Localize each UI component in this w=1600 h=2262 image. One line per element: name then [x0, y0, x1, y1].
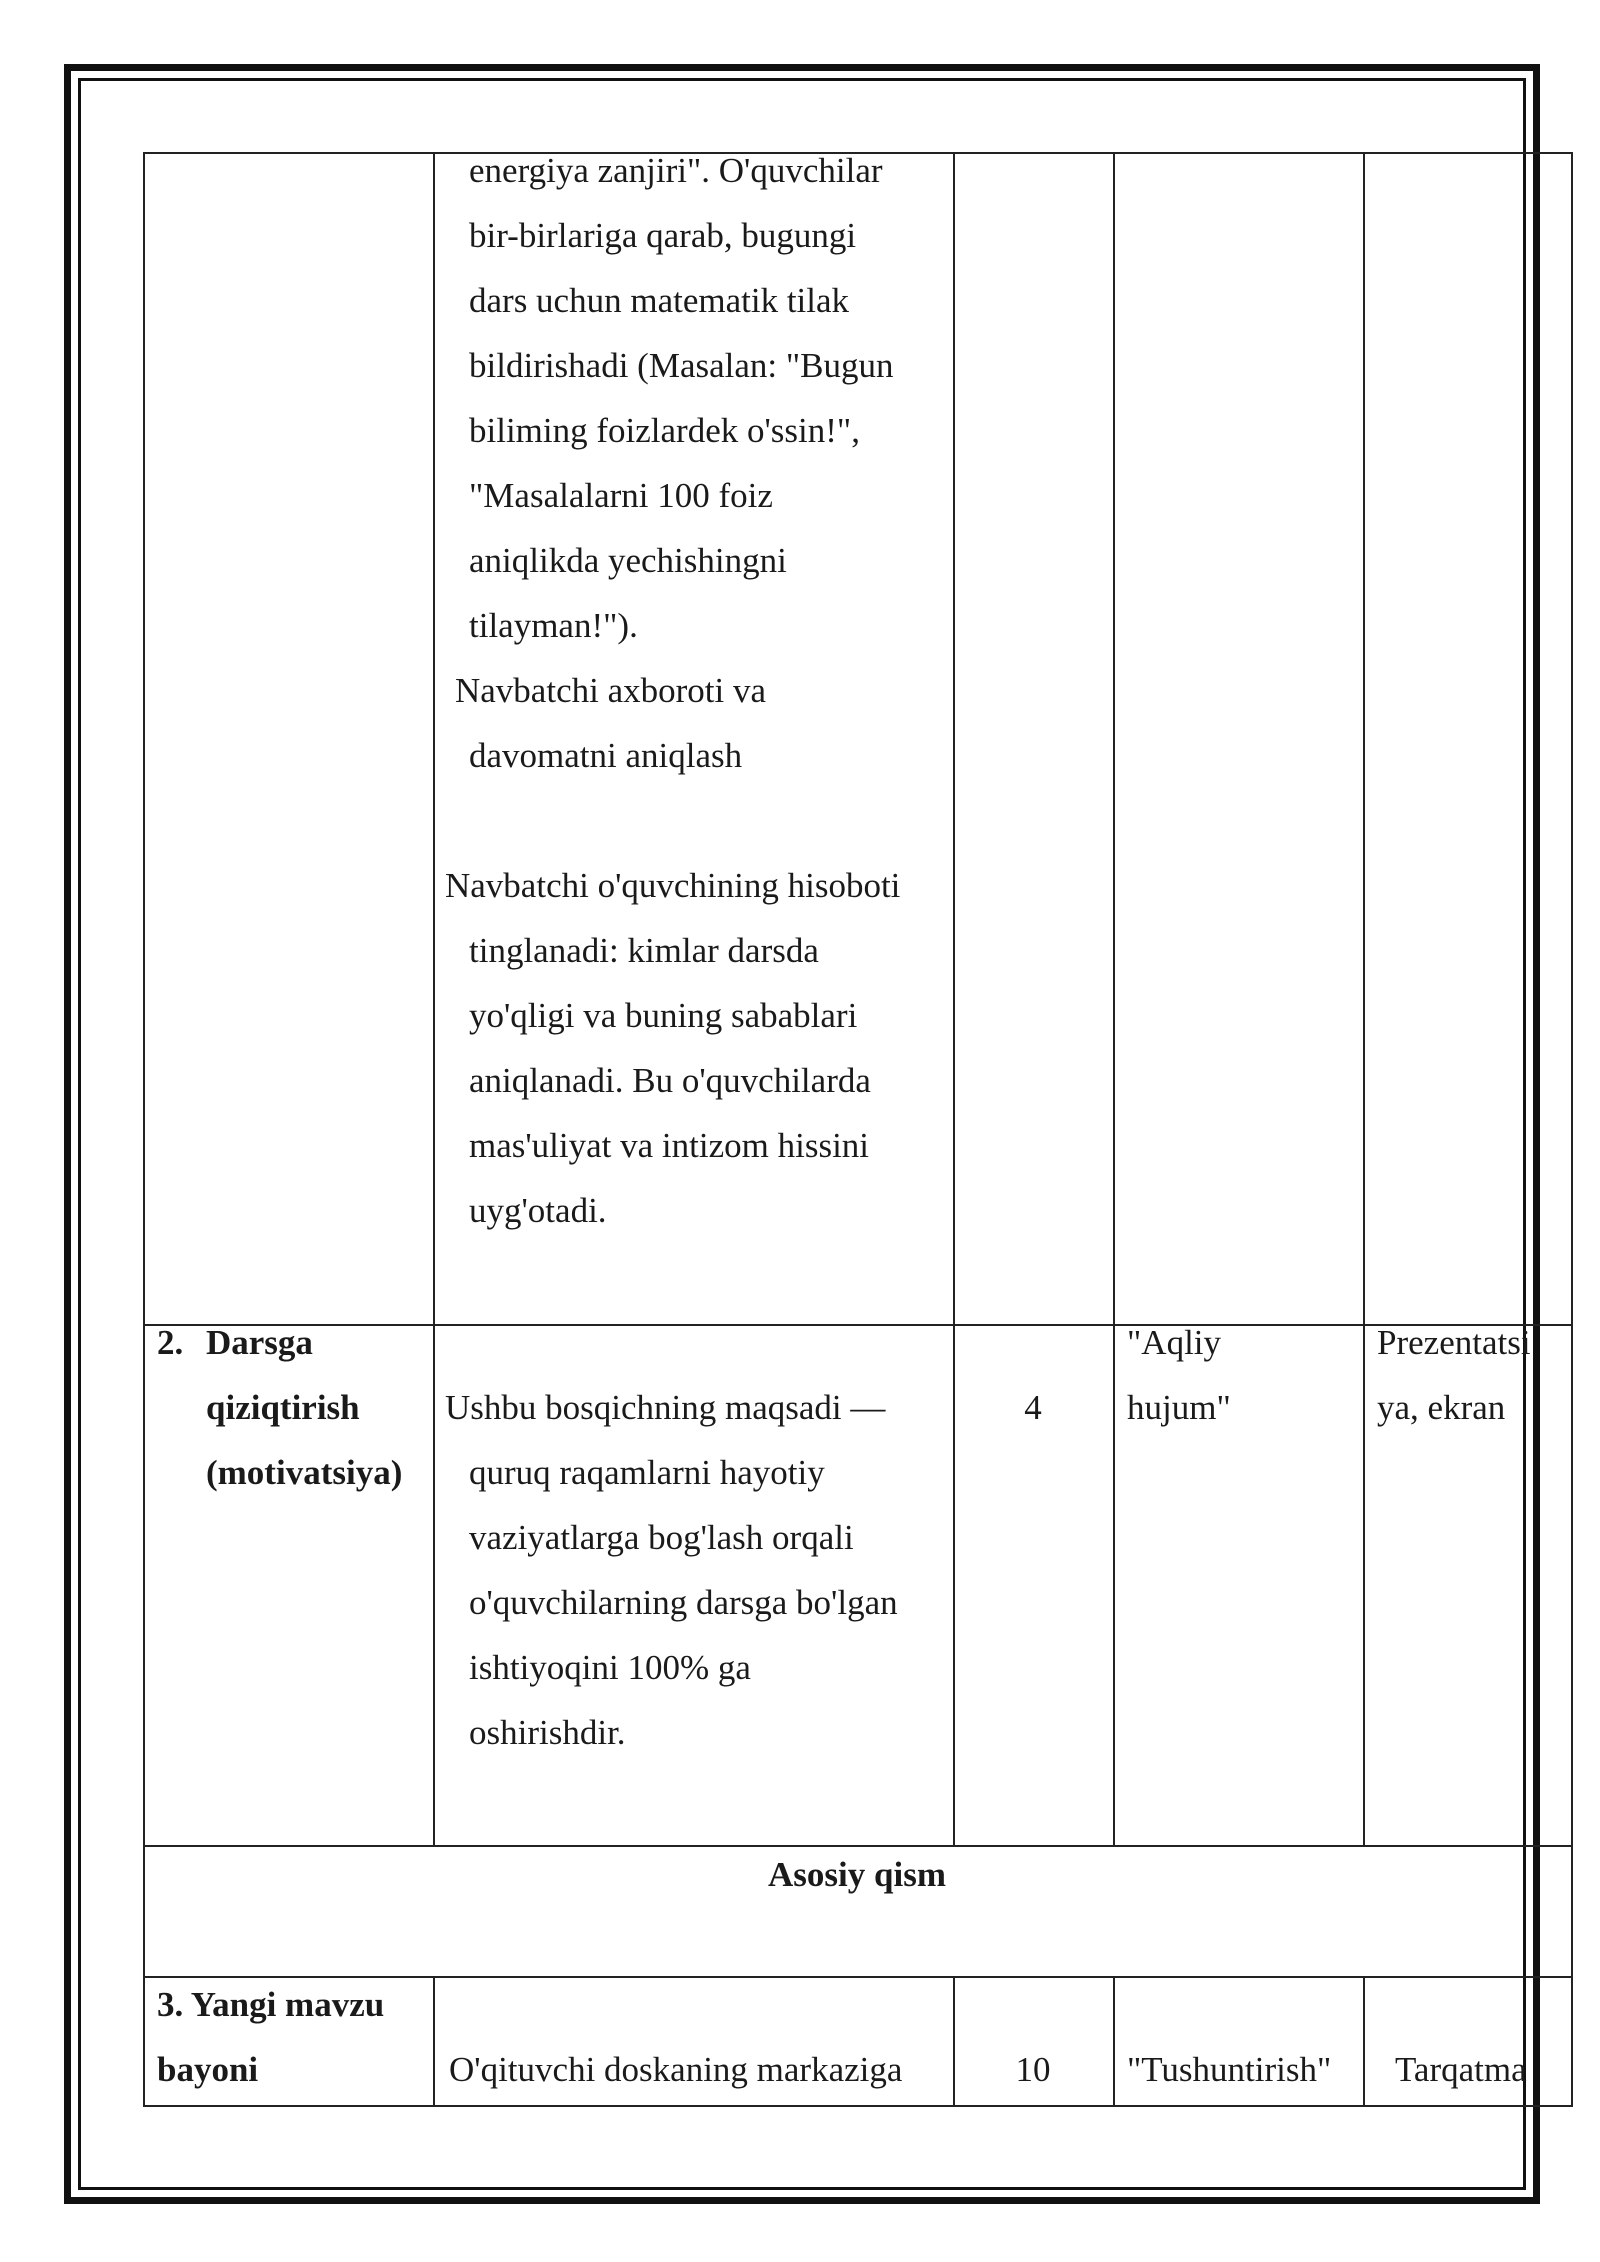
- row2-method-cell: [1127, 1310, 1231, 1440]
- table-border-left: [143, 152, 145, 2107]
- column-divider-4-row3: [1363, 1976, 1365, 2107]
- row3-stage-line: 3. Yangi mavzu: [157, 1985, 385, 2024]
- row1-activity-line: bildirishadi (Masalan: "Bugun: [469, 346, 894, 385]
- section-heading: Asosiy qism: [768, 1855, 946, 1894]
- duty-report-line: aniqlanadi. Bu o'quvchilarda: [469, 1061, 871, 1100]
- row2-method-line: hujum": [1127, 1388, 1231, 1427]
- column-divider-3: [1113, 152, 1115, 1847]
- row1-activity-line: dars uchun matematik tilak: [469, 281, 850, 320]
- duty-report-line: mas'uliyat va intizom hissini: [469, 1126, 870, 1165]
- duty-report-line: Navbatchi o'quvchining hisoboti: [445, 866, 901, 905]
- row1-activity-line: bir-birlariga qarab, bugungi: [469, 216, 857, 255]
- column-divider-1-row3: [433, 1976, 435, 2107]
- duty-report-line: yo'qligi va buning sabablari: [469, 996, 858, 1035]
- row2-stage-line: Darsga: [206, 1323, 313, 1362]
- column-divider-1: [433, 152, 435, 1847]
- row3-stage-line: bayoni: [157, 2050, 259, 2089]
- table-border-bottom: [143, 2105, 1573, 2107]
- duty-report-line: tinglanadi: kimlar darsda: [469, 931, 819, 970]
- row2-stage-line: qiziqtirish: [206, 1388, 360, 1427]
- spacer: [445, 788, 900, 853]
- duty-report-line: uyg'otadi.: [469, 1191, 607, 1230]
- row3-minutes: 10: [1015, 2050, 1051, 2089]
- row1-activity-line: energiya zanjiri". O'quvchilar: [469, 151, 883, 190]
- row2-activity-cell: [445, 1375, 898, 1765]
- column-divider-4: [1363, 152, 1365, 1847]
- row3-activity: O'qituvchi doskaning markaziga: [449, 2050, 903, 2089]
- row1-activity-line: biliming foizlardek o'ssin!",: [469, 411, 860, 450]
- lesson-plan-table: [143, 152, 1573, 2107]
- row2-method-line: "Aqliy: [1127, 1323, 1222, 1362]
- row2-tools-line: ya, ekran: [1377, 1388, 1506, 1427]
- row2-activity-line: quruq raqamlarni hayotiy: [469, 1453, 825, 1492]
- row2-stage-cell: [206, 1310, 402, 1505]
- table-border-right: [1571, 152, 1573, 2107]
- row1-activity-line: "Masalalarni 100 foiz: [469, 476, 773, 515]
- row3-tools: Tarqatma: [1395, 2050, 1527, 2089]
- row1-activity-cell: [445, 138, 900, 1243]
- column-divider-2: [953, 152, 955, 1847]
- row2-activity-line: Ushbu bosqichning maqsadi —: [445, 1388, 886, 1427]
- row2-activity-line: oshirishdir.: [469, 1713, 626, 1752]
- row2-minutes: 4: [1024, 1388, 1042, 1427]
- row2-activity-line: o'quvchilarning darsga bo'lgan: [469, 1583, 898, 1622]
- row2-stage-number: 2.: [157, 1323, 184, 1362]
- row2-tools-cell: [1377, 1310, 1531, 1440]
- row1-activity-line: tilayman!").: [469, 606, 638, 645]
- row2-tools-line: Prezentatsi: [1377, 1323, 1531, 1362]
- duty-title-line: Navbatchi axboroti va: [455, 671, 767, 710]
- row3-method: "Tushuntirish": [1127, 2050, 1332, 2089]
- duty-title-line: davomatni aniqlash: [469, 736, 743, 775]
- row3-stage-cell: [157, 1972, 384, 2102]
- row2-activity-line: vaziyatlarga bog'lash orqali: [469, 1518, 854, 1557]
- row2-stage-line: (motivatsiya): [206, 1453, 403, 1492]
- row2-activity-line: ishtiyoqini 100% ga: [469, 1648, 751, 1687]
- column-divider-3-row3: [1113, 1976, 1115, 2107]
- row1-activity-line: aniqlikda yechishingni: [469, 541, 787, 580]
